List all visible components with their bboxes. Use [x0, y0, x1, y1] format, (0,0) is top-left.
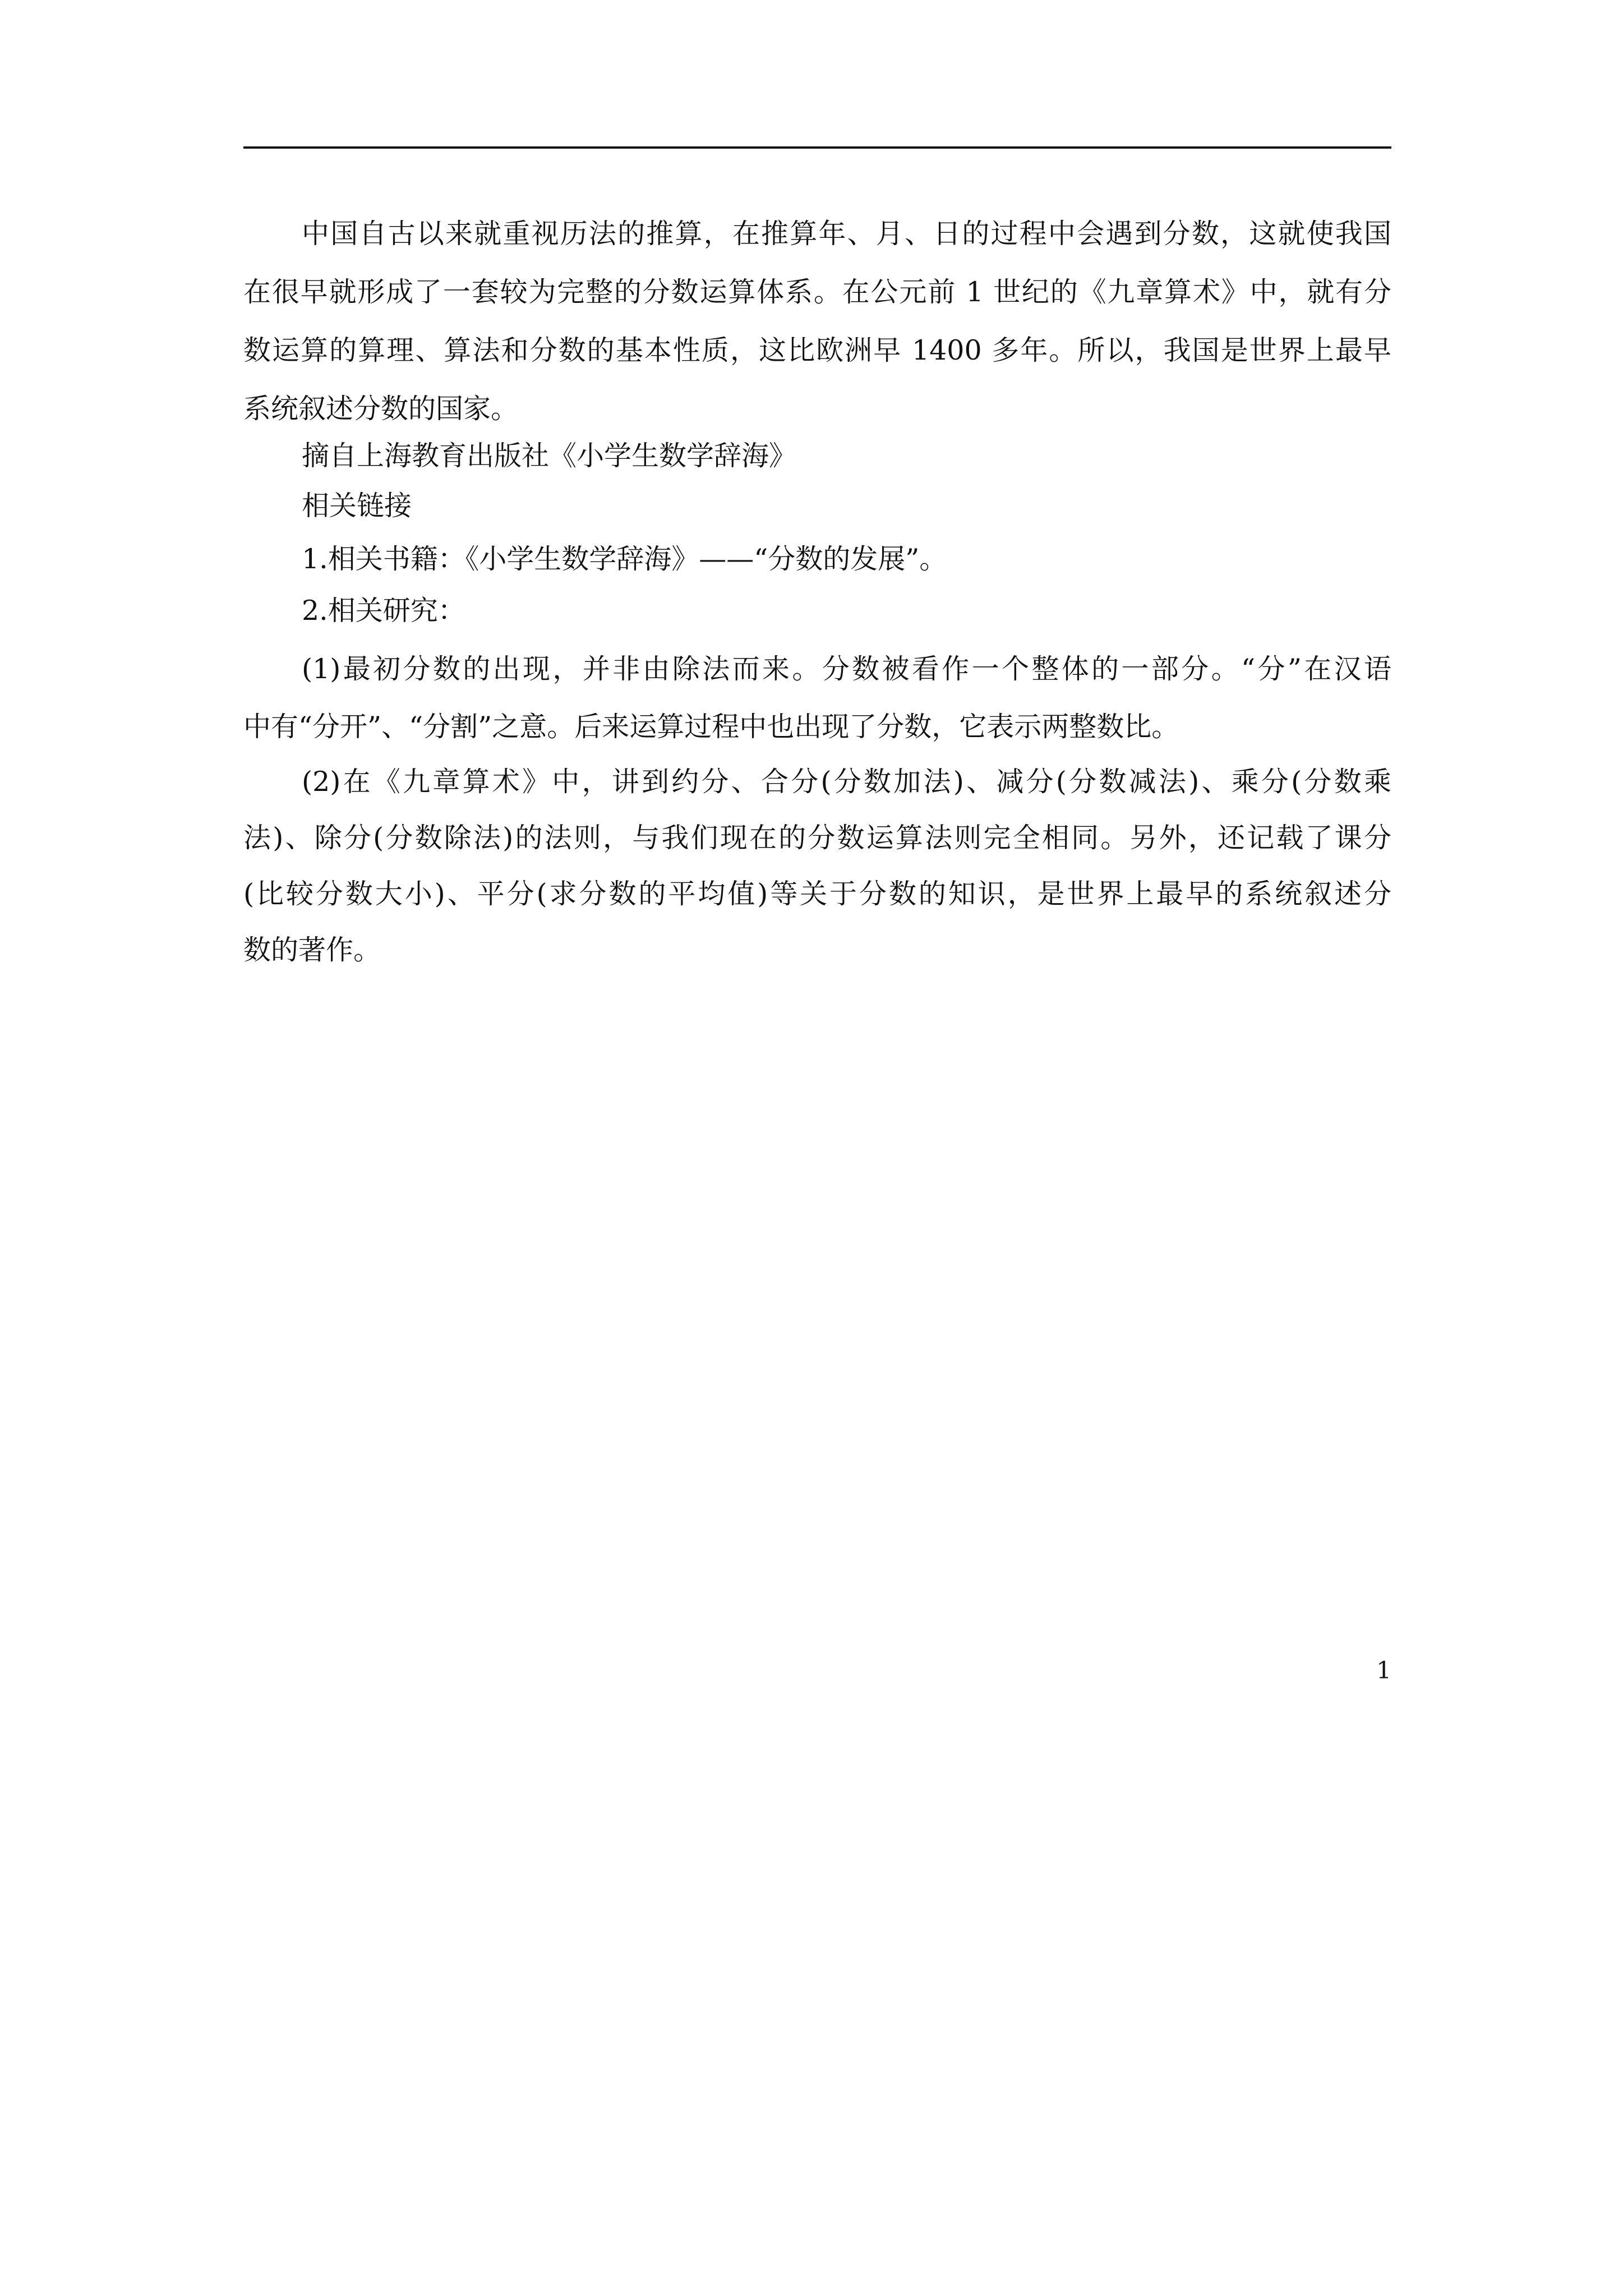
paragraph-line: (比较分数大小)、平分(求分数的平均值)等关于分数的知识，是世界上最早的系统叙述分	[243, 878, 1391, 910]
paragraph-line: 2.相关研究：	[302, 595, 465, 627]
paragraph-line: 数运算的算理、算法和分数的基本性质，这比欧洲早 1400 多年。所以，我国是世界上最早	[243, 334, 1391, 366]
source-citation	[243, 427, 1391, 485]
paragraph-line: 相关链接	[302, 490, 412, 522]
paragraph-line: 法)、除分(分数除法)的法则，与我们现在的分数运算法则完全相同。另外，还记载了课分	[243, 822, 1391, 854]
research-item-1	[243, 640, 1391, 756]
related-books-item	[243, 531, 1391, 588]
paragraph-line: 数的著作。	[243, 934, 381, 966]
paragraph-line: 中有“分开”、“分割”之意。后来运算过程中也出现了分数，它表示两整数比。	[243, 711, 1179, 743]
research-item-2	[243, 754, 1391, 978]
header-rule	[243, 146, 1391, 149]
paragraph-line: 系统叙述分数的国家。	[243, 393, 519, 425]
related-research-heading	[243, 582, 1391, 639]
page-number: 1	[1376, 1657, 1391, 1684]
paragraph-line: 1.相关书籍：《小学生数学辞海》——“分数的发展”。	[302, 543, 947, 575]
paragraph-line: (2)在《九章算术》中，讲到约分、合分(分数加法)、减分(分数减法)、乘分(分数乘	[302, 766, 1391, 798]
paragraph-line: 中国自古以来就重视历法的推算，在推算年、月、日的过程中会遇到分数，这就使我国	[302, 218, 1391, 250]
paragraph-line: 摘自上海教育出版社《小学生数学辞海》	[302, 440, 797, 472]
paragraph-line: 在很早就形成了一套较为完整的分数运算体系。在公元前 1 世纪的《九章算术》中，就有分	[243, 276, 1391, 308]
related-links-heading	[243, 477, 1391, 535]
paragraph-line: (1)最初分数的出现，并非由除法而来。分数被看作一个整体的一部分。“分”在汉语	[302, 653, 1391, 685]
intro-paragraph	[243, 205, 1391, 438]
